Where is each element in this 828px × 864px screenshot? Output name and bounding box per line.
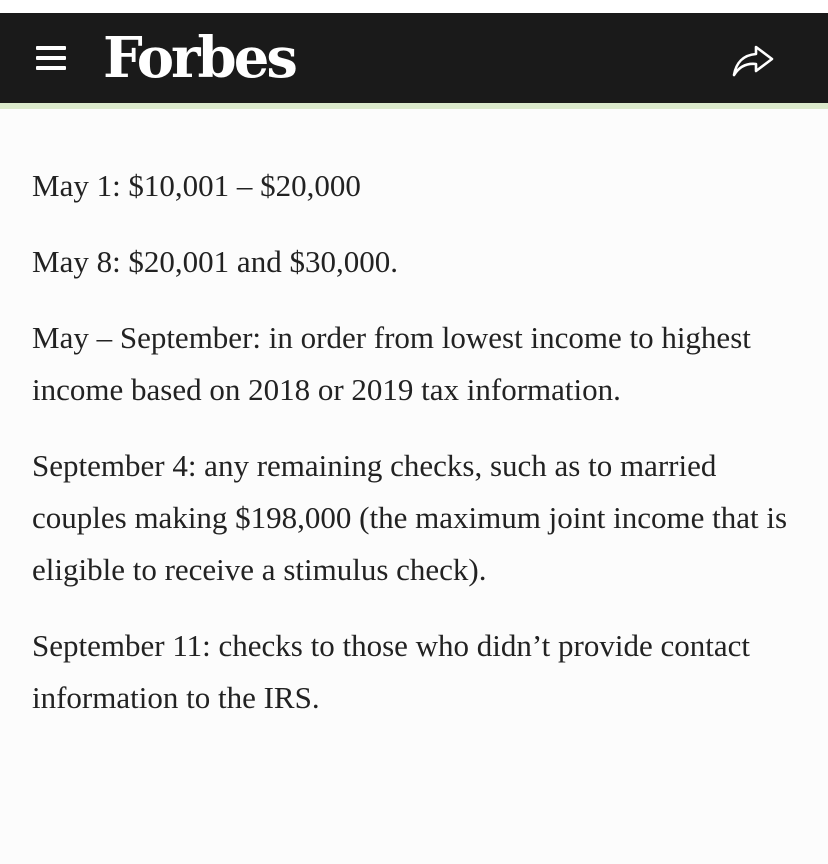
status-strip (0, 0, 828, 13)
site-header (0, 13, 828, 103)
article-paragraph: September 11: checks to those who didn’t provide contact information to the IRS. (32, 628, 750, 715)
article-body (32, 160, 792, 748)
hamburger-menu-icon[interactable] (34, 43, 68, 73)
header-accent-bar (0, 103, 828, 109)
article-paragraph: September 4: any remaining checks, such as to married couples making $198,000 (the maximum joint income that is eligible to receive a stimulus check). (32, 448, 788, 587)
share-arrow-icon[interactable] (730, 41, 776, 81)
article-paragraph: May 1: $10,001 – $20,000 (32, 168, 361, 203)
forbes-logo[interactable]: Forbes (103, 25, 295, 91)
article-paragraph: May 8: $20,001 and $30,000. (32, 244, 398, 279)
article-paragraph: May – September: in order from lowest income to highest income based on 2018 or 2019 tax information. (32, 320, 751, 407)
